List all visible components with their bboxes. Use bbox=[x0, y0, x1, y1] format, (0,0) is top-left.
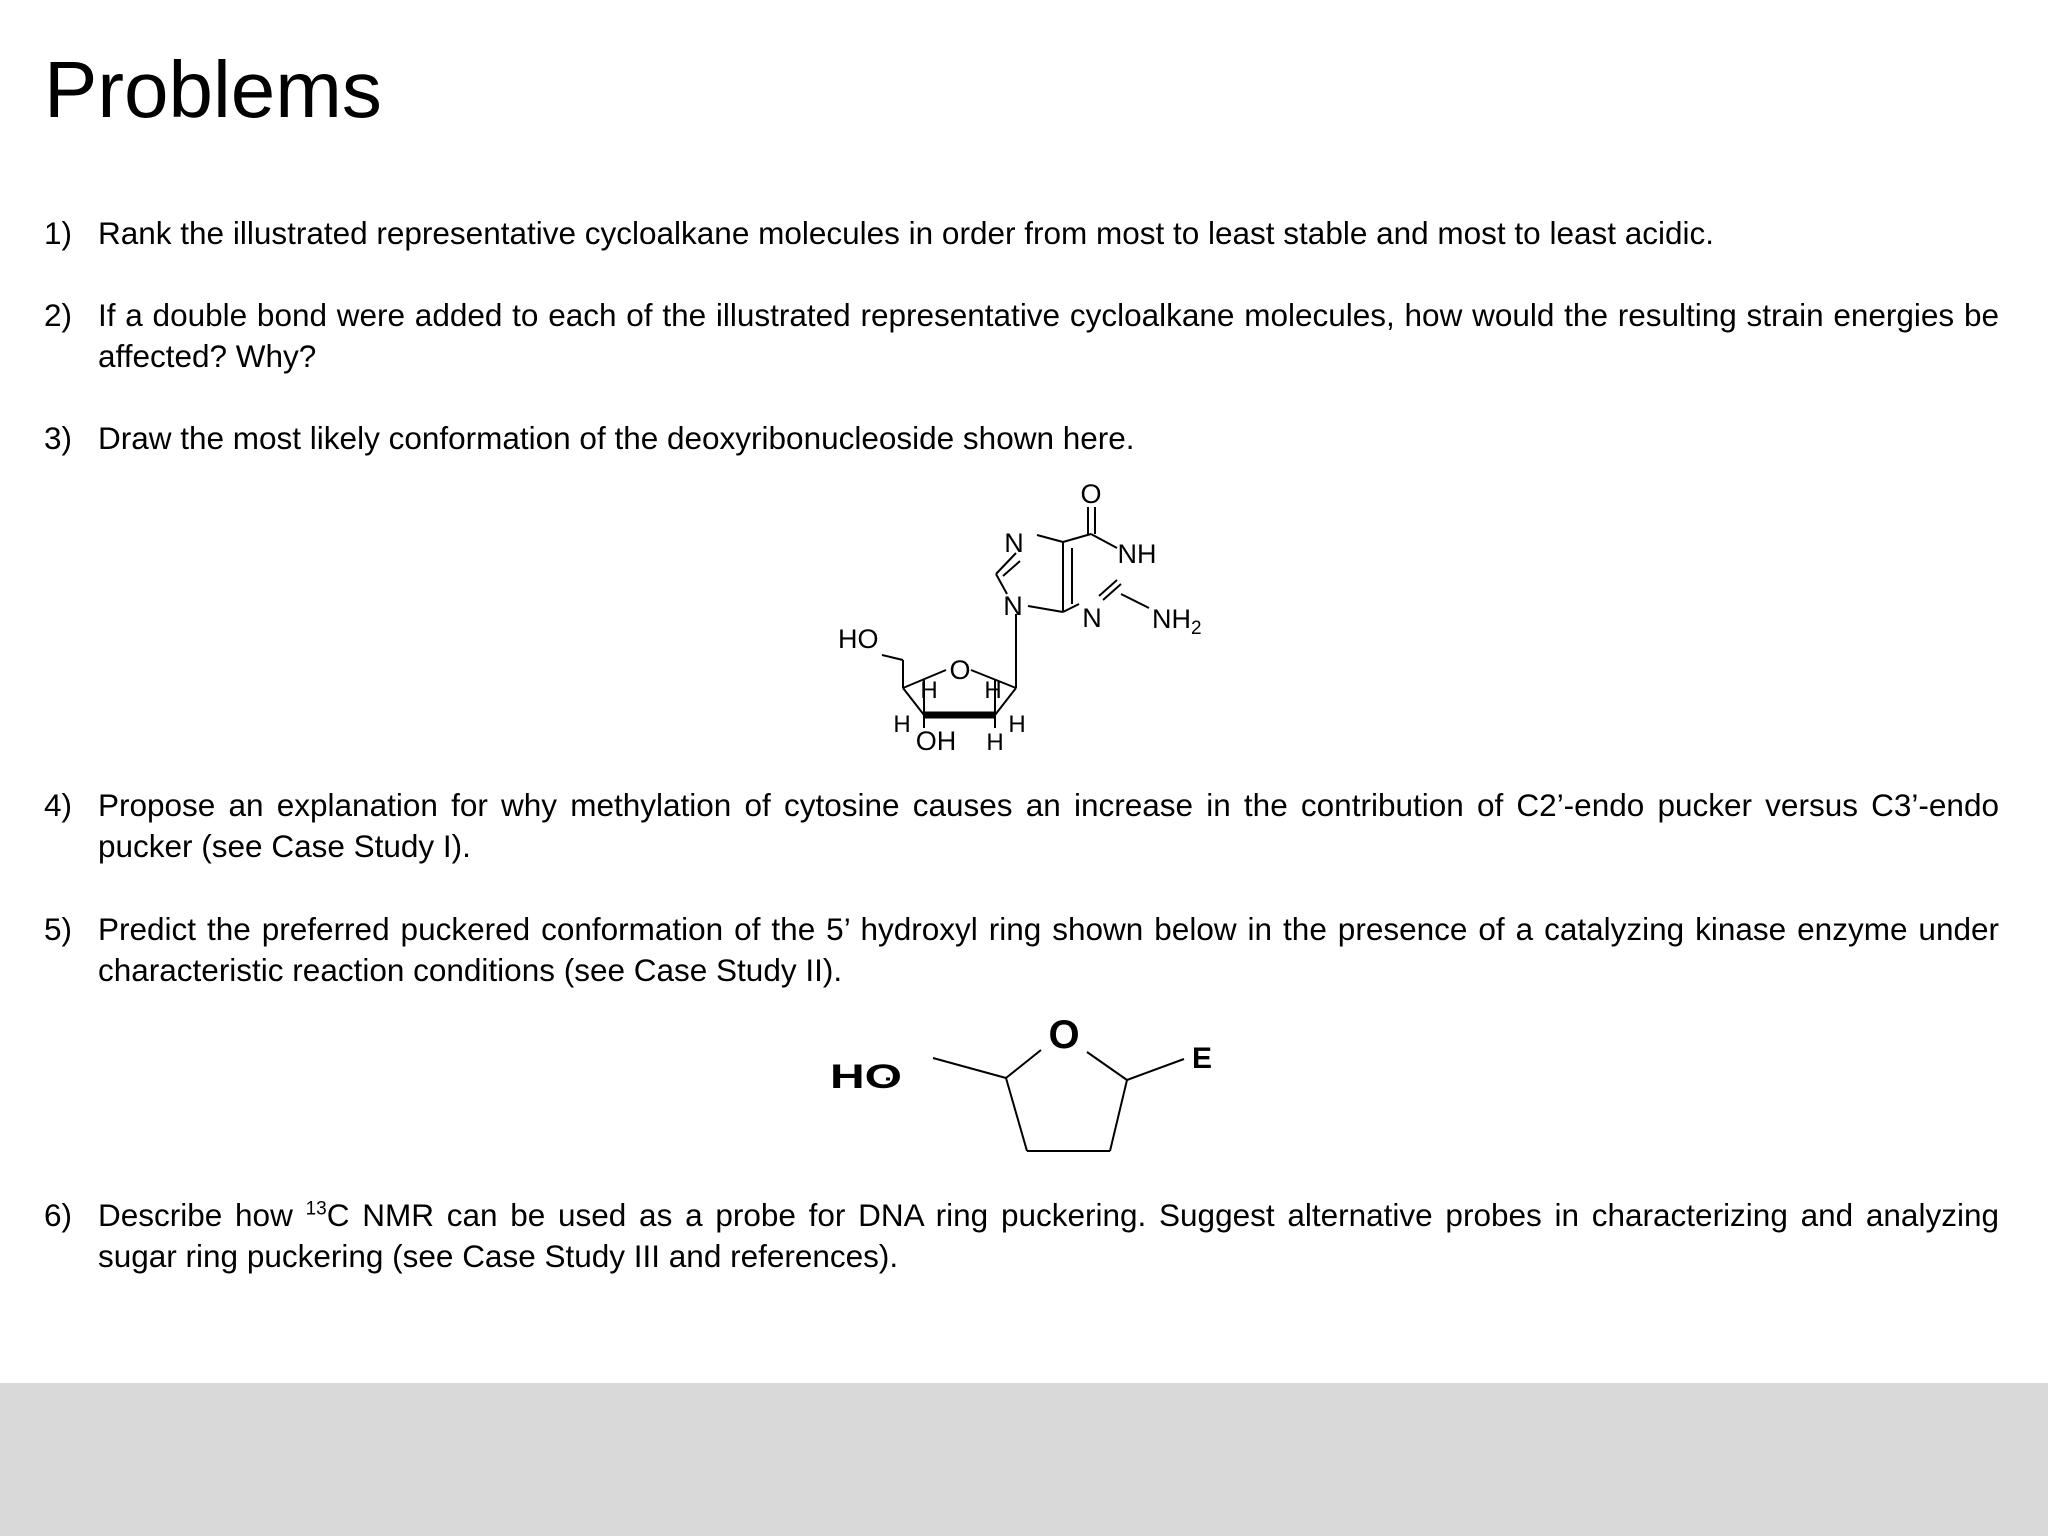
hydrogen-label: H bbox=[893, 711, 911, 738]
hydroxyl-label: OH bbox=[915, 726, 957, 756]
problem-text: Predict the preferred puckered conformation of the 5’ hydroxyl ring shown below in the presence of a catalyzing kinase enzyme under characteristic reaction conditions (see Case Study II). bbox=[98, 911, 1999, 988]
problem-2 bbox=[44, 295, 1999, 377]
hydroxyl-label bbox=[830, 1058, 902, 1096]
n7-label: N bbox=[1004, 528, 1024, 558]
footer-band bbox=[0, 1383, 2048, 1536]
nh-label: NH bbox=[1117, 539, 1157, 569]
problem-number: 2) bbox=[44, 297, 73, 333]
n3-label: N bbox=[1082, 603, 1102, 633]
hydrogen-label: H bbox=[1008, 711, 1026, 738]
problem-number: 6) bbox=[44, 1197, 73, 1233]
problem-number: 1) bbox=[44, 215, 73, 251]
problem-text: Describe how $^{13}$C NMR can be used as a probe for DNA ring puckering. Suggest alternative probes in characterizing and analyzing sugar ring puckering (see Case Study III and references). bbox=[98, 1197, 1999, 1274]
hydrogen-label: H bbox=[984, 677, 1002, 704]
nh2-label: $NH_2$ bbox=[1152, 604, 1202, 639]
problem-3 bbox=[44, 418, 1999, 459]
problem-number: 3) bbox=[44, 420, 73, 456]
substituent-e-label: E bbox=[1192, 1042, 1213, 1075]
problem-1 bbox=[44, 213, 1999, 254]
furanose-ring-structure bbox=[820, 1010, 1240, 1170]
isotope-superscript: 13 bbox=[305, 1198, 327, 1220]
ring-oxygen-label: O bbox=[949, 655, 971, 685]
n9-label: N bbox=[1003, 591, 1023, 621]
svg-text:HO: HO bbox=[830, 1058, 902, 1096]
problem-text: Draw the most likely conformation of the deoxyribonucleoside shown here. bbox=[98, 420, 1135, 456]
deoxyribonucleoside-structure bbox=[820, 470, 1240, 760]
hydrogen-label: H bbox=[986, 729, 1004, 756]
problem-6 bbox=[44, 1195, 1999, 1277]
carbonyl-oxygen-label: O bbox=[1080, 479, 1102, 509]
problem-4 bbox=[44, 785, 1999, 867]
problem-number: 5) bbox=[44, 911, 73, 947]
ring-oxygen-label: O bbox=[1048, 1013, 1080, 1057]
slide-title: Problems bbox=[44, 45, 382, 134]
problem-text: If a double bond were added to each of the illustrated representative cycloalkane molecules, how would the resulting strain energies be affected? Why? bbox=[98, 297, 1999, 374]
ho-label: HO bbox=[838, 624, 879, 654]
problem-text: Propose an explanation for why methylation of cytosine causes an increase in the contribution of C2’-endo pucker versus C3’-endo pucker (see Case Study I). bbox=[98, 787, 1999, 864]
hydrogen-label: H bbox=[920, 677, 938, 704]
problem-5 bbox=[44, 909, 1999, 991]
problem-text: Rank the illustrated representative cycloalkane molecules in order from most to least stable and most to least acidic. bbox=[98, 215, 1715, 251]
problem-number: 4) bbox=[44, 787, 73, 823]
